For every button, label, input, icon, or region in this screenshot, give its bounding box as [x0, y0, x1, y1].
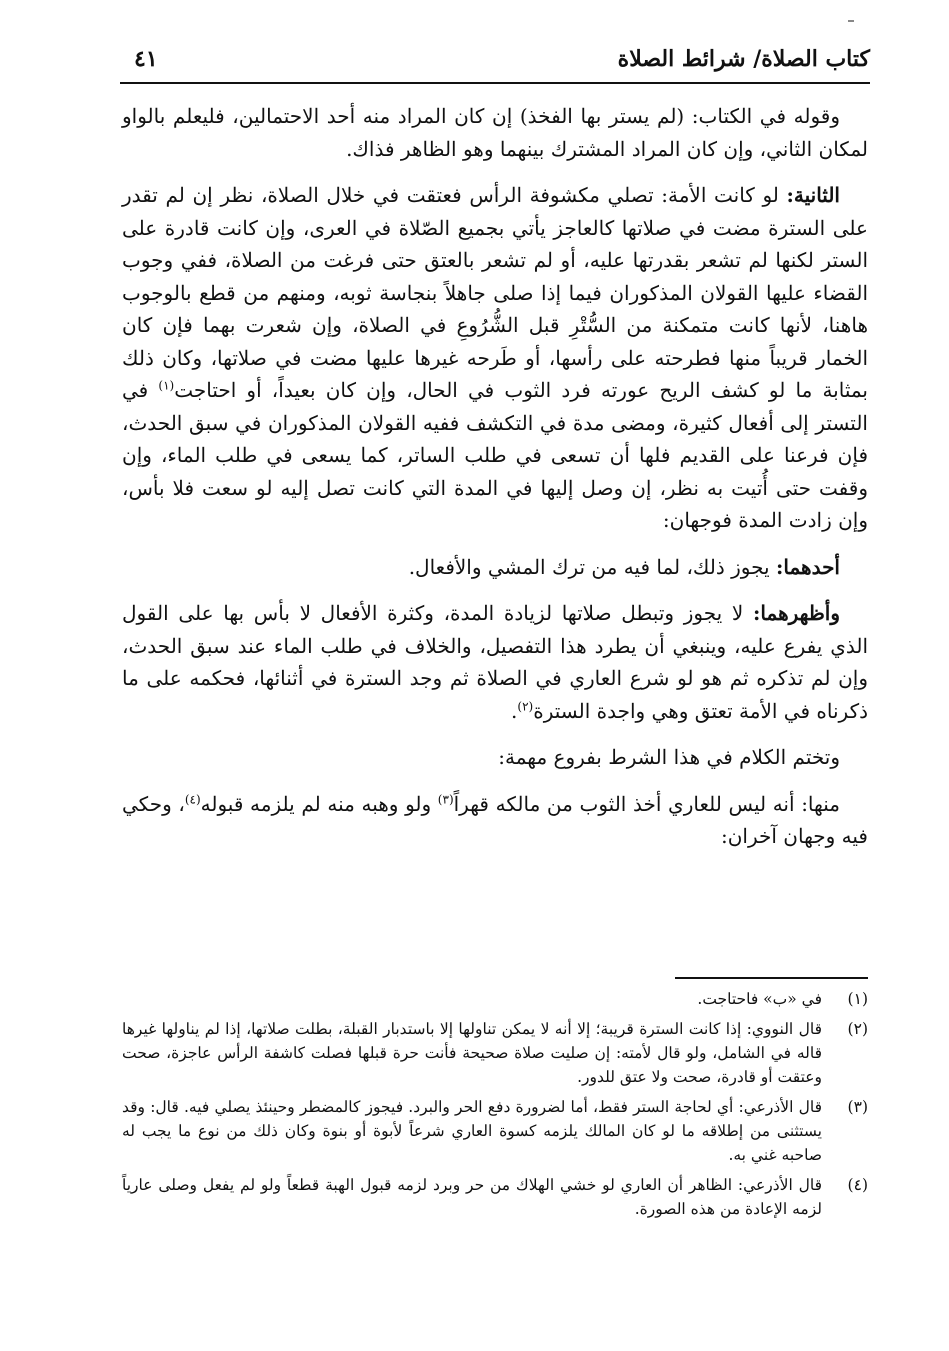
paragraph-lead: أحدهما:	[775, 554, 840, 579]
footnote-ref: (٤)	[184, 791, 201, 806]
running-title: كتاب الصلاة/ شرائط الصلاة	[617, 46, 870, 72]
paragraph-text-continued: .	[511, 698, 518, 723]
paragraph-lead: الثانية:	[786, 183, 840, 207]
paragraph-text: يجوز ذلك، لما فيه من ترك المشي والأفعال.	[408, 554, 770, 579]
paragraph	[122, 100, 868, 165]
footnote-ref: (١)	[158, 378, 175, 393]
footnotes	[122, 987, 868, 1227]
paragraph-text: لا يجوز وتبطل صلاتها لزيادة المدة، وكثرة الأفعال لا بأس بها على القول الذي يفرع عليه، وينبغي أن يطرد هذا التفصيل، والخلاف في طلب الماء عند سبق الحدث، وإن لم تذكره ثم هو لو شرع العاري في الصلاة ثم وجد السترة في أثنائها، فحكمه على ما ذكرناه في الأمة تعتق وهي واجدة السترة	[122, 601, 868, 723]
paragraph-text-continued: في التستر إلى أفعال كثيرة، ومضى مدة في التكشف ففيه القولان المذكوران في سبق الحدث، فإن فرعنا على القديم فلها أن تسعى في طلب الساتر، كما يسعى في طلب الماء، وإن وقفت حتى أُتيت به نظر، إن وصل إليها في المدة التي كانت تصل إليه لو سعت فلا بأس، وإن زادت المدة فوجهان:	[122, 378, 868, 532]
footnote-text: في «ب» فاحتاجت.	[697, 990, 822, 1008]
paragraph-text: لو كانت الأمة: تصلي مكشوفة الرأس فعتقت في خلال الصلاة، نظر إن لم تقدر على السترة مضت في صلاتها كالعاجز يأتي بجميع الصّلاة في العرى، وإن كانت قادرة على الستر لكنها لم تشعر بقدرتها عليه، أو لم تشعر بالعتق حتى فرغت من الصلاة، ففي وجوب القضاء عليها القولان المذكوران فيما إذا صلى جاهلاً بنجاسة ثوبه، ومنهم من قطع بالوجوب هاهنا، لأنها كانت متمكنة من السُّتْرِ قبل الشُّرُوعِ في الصلاة، وإن شعرت بهما فإن كان الخمار قريباً منها فطرحته على رأسها، أو طَرحه غيرها عليها مضت في صلاتها، وكان ذلك بمثابة ما لو كشف الريح عورته فرد الثوب في الحال، وإن كان بعيداً، أو احتاجت	[122, 183, 868, 402]
footnote	[122, 1173, 868, 1221]
footnote-ref: (٢)	[517, 698, 534, 713]
paragraph	[122, 179, 868, 537]
paragraph-text-continued: ولو وهبه منه لم يلزمه قبوله	[200, 791, 438, 816]
footnote-text: قال الأذرعي: أي لحاجة الستر فقط، أما لضرورة دفع الحر والبرد. فيجوز كالمضطر وحينئذ يصلي فيه. قال: وقد يستثنى من إطلاقه ما لو كان المالك يلزمه كسوة العاري شرعاً لأبوة أو بنوة وكان ذلك من نوع ما يجب له صاحبه غني به.	[122, 1098, 822, 1164]
paragraph-text: منها: أنه ليس للعاري أخذ الثوب من مالكه قهراً	[453, 791, 840, 816]
paragraph-text-continued: ، وحكي فيه وجهان آخران:	[122, 791, 868, 848]
footnote-number: (٢)	[847, 1020, 868, 1038]
paragraph	[122, 741, 868, 774]
main-text	[122, 100, 868, 867]
paragraph	[122, 788, 868, 853]
footnote-text: قال النووي: إذا كانت السترة قريبة؛ إلا أنه لا يمكن تناولها إلا باستدبار القبلة، بطلت صلاتها، إذا لم يناولها غيرها قاله في الشامل، ولو قال لأمته: إن صليت صلاة صحيحة فأنت حرة قبلها فصلت كاشفة الرأس عاجزة، صحت وعتقت أو قادرة، صحت ولا عتق للدور.	[122, 1020, 822, 1086]
footnote	[122, 1017, 868, 1089]
page-number: ٤١	[134, 46, 158, 72]
footnote-number: (٣)	[847, 1098, 868, 1116]
paragraph	[122, 551, 868, 584]
footnote-number: (١)	[847, 990, 868, 1008]
paragraph-lead: وأظهرهما:	[753, 601, 841, 625]
paragraph-text: وقوله في الكتاب: (لم يستر بها الفخذ) إن كان المراد منه أحد الاحتمالين، فليعلم بالواو لمكان الثاني، وإن كان المراد المشترك بينهما وهو الظاهر فذاك.	[122, 104, 868, 161]
header-rule	[120, 82, 870, 84]
paragraph-text: وتختم الكلام في هذا الشرط بفروع مهمة:	[498, 745, 840, 769]
paragraph	[122, 597, 868, 727]
footnote-separator	[675, 977, 868, 979]
footnote	[122, 987, 868, 1011]
footnote	[122, 1095, 868, 1167]
footnote-text: قال الأذرعي: الظاهر أن العاري لو خشي الهلاك من حر وبرد لزمه قبول الهبة قطعاً ولو لم يفعل وصلى عارياً لزمه الإعادة من هذه الصورة.	[122, 1176, 822, 1218]
scan-mark	[848, 20, 854, 22]
footnote-number: (٤)	[847, 1176, 868, 1194]
page-header	[120, 38, 870, 84]
footnote-ref: (٣)	[437, 791, 454, 806]
